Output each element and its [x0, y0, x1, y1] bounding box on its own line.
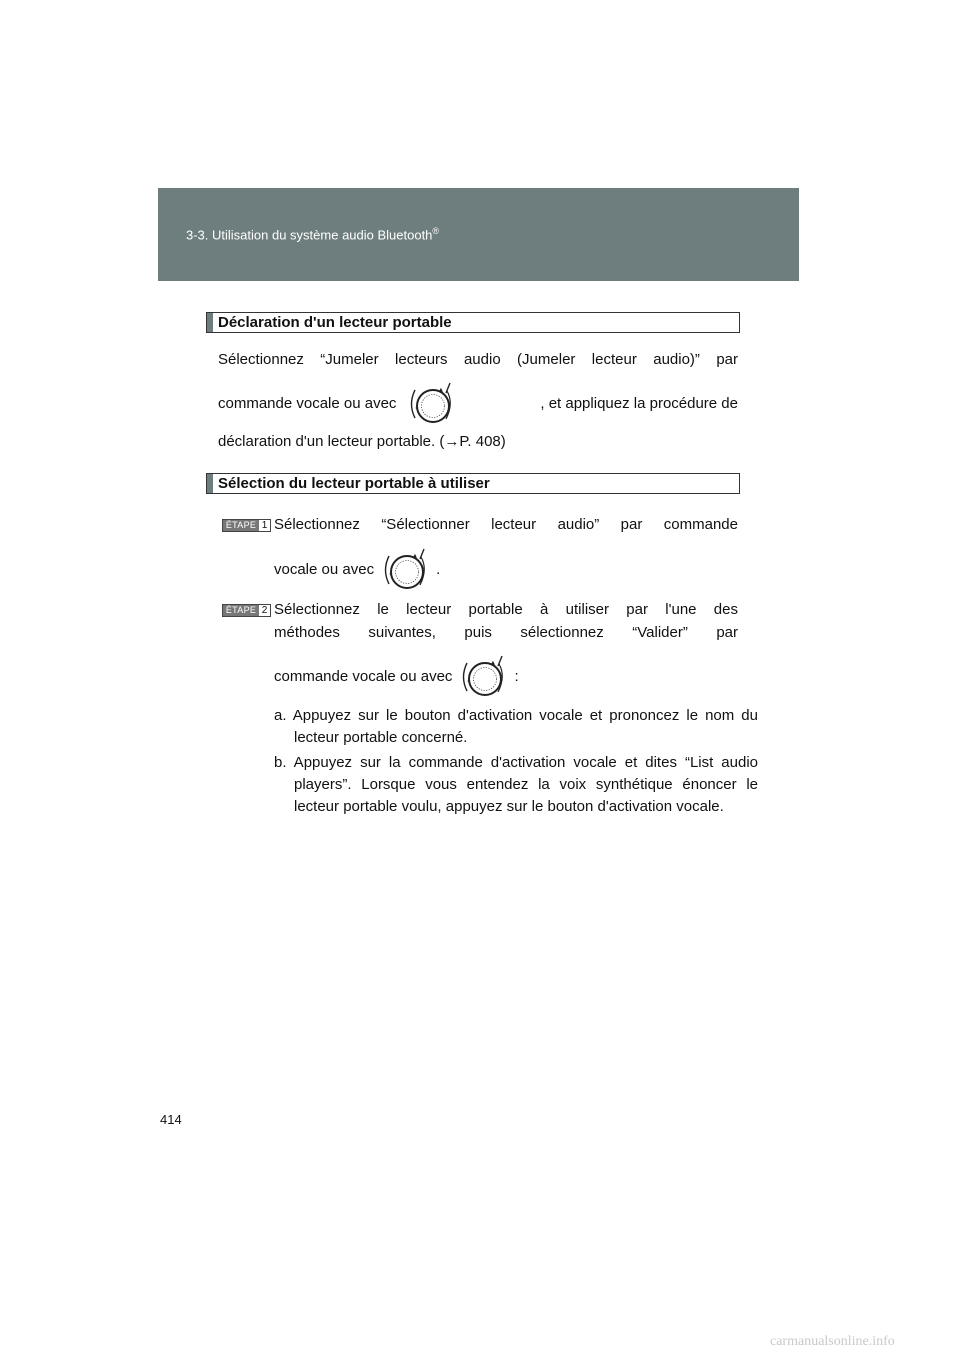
chapter-header	[158, 188, 799, 281]
step-line-with-icon	[274, 651, 738, 703]
svg-text:▲: ▲	[413, 553, 417, 559]
registered-mark: ®	[432, 226, 440, 236]
step-badge-2	[222, 604, 271, 617]
paragraph-segment	[218, 379, 456, 429]
step-text: commande vocale ou avec	[274, 668, 453, 685]
step-line: méthodes suivantes, puis sélectionnez “Valider” par	[274, 624, 738, 641]
paragraph-line: déclaration d'un lecteur portable. (→P. 408)	[218, 433, 506, 450]
section-accent	[207, 474, 213, 493]
tune-select-knob-icon	[458, 652, 508, 702]
svg-text:▲: ▲	[491, 660, 496, 666]
paragraph-text: commande vocale ou avec	[218, 395, 397, 412]
step-text: vocale ou avec	[274, 561, 375, 578]
chapter-title: 3-3. Utilisation du système audio Bluetooth®	[186, 226, 440, 243]
list-item-b: b. Appuyez sur la commande d'activation vocale et dites “List audio players”. Lorsque vous entendez la voix synthétique énoncer le lecteur portable voulu, appuyez sur le bouton d'activation vocale.	[274, 754, 758, 815]
tune-select-knob-icon	[406, 379, 456, 429]
svg-text:↓: ↓	[414, 404, 420, 411]
page-number: 414	[160, 1112, 182, 1127]
section-heading-selection	[206, 473, 740, 494]
svg-text:↓: ↓	[466, 677, 472, 684]
tune-select-knob-icon	[380, 545, 430, 595]
section-accent	[207, 313, 213, 332]
arrow-glyph: →	[444, 433, 460, 450]
section-title: Sélection du lecteur portable à utiliser	[218, 475, 490, 492]
step-badge-1	[222, 519, 271, 532]
step-line: Sélectionnez “Sélectionner lecteur audio” par commande	[274, 516, 738, 533]
step-line-with-icon	[274, 544, 738, 596]
step-badge-label: ÉTAPE	[223, 520, 259, 531]
step-line: Sélectionnez le lecteur portable à utiliser par l'une des	[274, 601, 738, 618]
step-badge-number: 1	[259, 520, 270, 531]
svg-text:↓: ↓	[388, 570, 394, 577]
paragraph-line-with-icon	[218, 378, 738, 430]
step-text: .	[436, 561, 441, 578]
section-heading-declaration	[206, 312, 740, 333]
svg-text:▲: ▲	[439, 387, 444, 393]
watermark: carmanualsonline.info	[770, 1334, 895, 1349]
paragraph-line: Sélectionnez “Jumeler lecteurs audio (Jumeler lecteur audio)” par	[218, 351, 738, 368]
list-item-a: a. Appuyez sur le bouton d'activation vocale et prononcez le nom du lecteur portable concerné.	[274, 707, 758, 746]
step-badge-number: 2	[259, 605, 270, 616]
step-text: :	[514, 668, 519, 685]
step-badge-label: ÉTAPE	[223, 605, 259, 616]
section-title: Déclaration d'un lecteur portable	[218, 314, 452, 331]
paragraph-text: , et appliquez la procédure de	[540, 395, 738, 412]
